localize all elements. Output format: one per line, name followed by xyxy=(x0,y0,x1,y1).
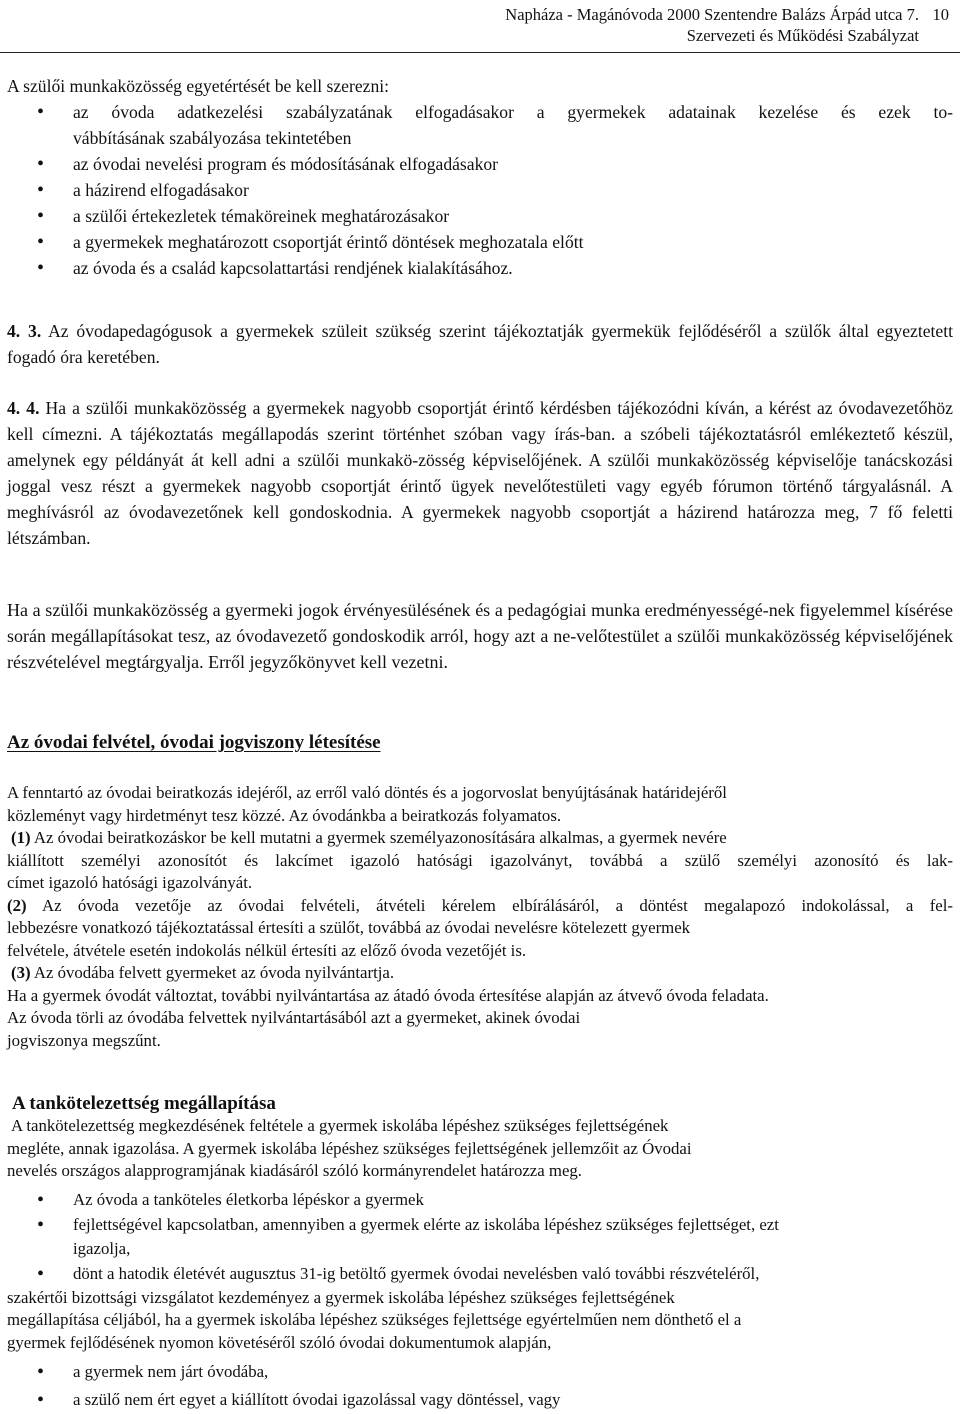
page-header xyxy=(49,4,949,46)
school-middle-line: megállapítása céljából, ha a gyermek iskolába lépéshez szükséges fejlettsége egyértelműen nem dönthető el a xyxy=(7,1310,742,1329)
list-item: • a szülő nem ért egyet a kiállított óvodai igazolással vagy döntéssel, vagy xyxy=(7,1386,953,1414)
list-item: • az óvoda és a család kapcsolattartási rendjének kialakításához. xyxy=(7,255,953,281)
list-item: • a szülői értekezletek témaköreinek meghatározásakor xyxy=(7,203,953,229)
admission-item-line: kiállított személyi azonosítót és lakcímet igazoló hatósági igazolványt, továbbá a szülő személyi azonosító és lak- xyxy=(7,850,953,870)
consent-intro: A szülői munkaközösség egyetértését be kell szerezni: xyxy=(7,76,390,96)
admission-item-line: felvétele, átvétele esetén indokolás nélkül értesíti az előző óvoda vezetőjét is. xyxy=(7,940,527,960)
admission-tail-line: jogviszonya megszűnt. xyxy=(7,1030,161,1050)
school-intro-line: megléte, annak igazolása. A gyermek iskolába lépéshez szükséges fejlettségének jellemzőit az Óvodai xyxy=(7,1138,692,1158)
admission-tail-line: Az óvoda törli az óvodába felvettek nyilvántartásából azt a gyermeket, akinek óvodai xyxy=(7,1008,581,1027)
admission-tail-line: Ha a gyermek óvodát változtat, további nyilvántartása az átadó óvoda értesítése alapján az átvevő óvoda feladata. xyxy=(7,985,769,1005)
list-item: • Az óvoda a tanköteles életkorba lépéskor a gyermek xyxy=(7,1187,953,1213)
admission-item-3: (3) Az óvodába felvett gyermeket az óvoda nyilvántartja. xyxy=(11,963,395,982)
admission-intro-line: A fenntartó az óvodai beiratkozás idejéről, az erről való döntés és a jogorvoslat benyújtásának határidejéről xyxy=(7,783,727,802)
header-divider xyxy=(0,52,960,53)
paragraph-4-3 xyxy=(7,318,953,370)
list-item: • a házirend elfogadásakor xyxy=(7,177,953,203)
admission-item-1: (1) Az óvodai beiratkozáskor be kell mutatni a gyermek személyazonosítására alkalmas, a gyermek nevére xyxy=(11,828,727,847)
paragraph-rights: Ha a szülői munkaközösség a gyermeki jogok érvényesülésének és a pedagógiai munka eredményességé-nek figyelemmel kísérése során megállapításokat tesz, az óvodavezető gondoskodik arról, hogy azt a ne-velőtestület a szülői munkaközösség képviselőjének részvételével megtárgyalja. Erről jegyzőkönyvet kell vezetni. xyxy=(7,600,953,672)
school-intro-line: A tankötelezettség megkezdésének feltétele a gyermek iskolába lépéshez szükséges fejlettségének xyxy=(11,1116,669,1135)
section-heading-school: A tankötelezettség megállapítása xyxy=(12,1093,276,1114)
list-item: • a gyermek nem járt óvodába, xyxy=(7,1358,953,1386)
consent-section xyxy=(7,73,953,281)
list-item: • az óvoda adatkezelési szabályzatának elfogadásakor a gyermekek adatainak kezelése és ezek to- vábbításának szabályozása tekintetében xyxy=(7,99,953,151)
list-item: • az óvodai nevelési program és módosításának elfogadásakor xyxy=(7,151,953,177)
paragraph-number: 4. 3. xyxy=(7,321,42,341)
admission-item-2: (2) Az óvoda vezetője az óvodai felvételi, átvételi kérelem elbírálásáról, a döntést megalapozó indokolással, a fel- xyxy=(7,895,953,915)
admission-intro-line: közleményt vagy hirdetményt tesz közzé. Az óvodánkba a beiratkozás folyamatos. xyxy=(7,805,562,825)
school-middle-line: gyermek fejlődésének nyomon követéséről szóló óvodai dokumentumok alapján, xyxy=(7,1332,552,1352)
school-list-2 xyxy=(7,1358,953,1414)
list-item: • fejlettségével kapcsolatban, amennyiben a gyermek elérte az iskolába lépéshez szükséges fejlettséget, ezt igazolja, xyxy=(7,1213,953,1261)
admission-section xyxy=(7,782,953,1052)
section-heading-admission: Az óvodai felvétel, óvodai jogviszony létesítése xyxy=(7,732,381,753)
school-middle-line: szakértői bizottsági vizsgálatot kezdeményez a gyermek iskolába lépéshez szükséges fejlettségének xyxy=(7,1287,675,1307)
admission-item-line: címet igazoló hatósági igazolványát. xyxy=(7,873,253,892)
school-readiness-section xyxy=(7,1115,953,1414)
consent-list xyxy=(7,99,953,281)
header-institution: Napháza - Magánóvoda 2000 Szentendre Balázs Árpád utca 7. xyxy=(505,5,919,24)
school-list xyxy=(7,1187,953,1287)
header-document-title: Szervezeti és Működési Szabályzat xyxy=(686,26,919,45)
list-item: • a gyermekek meghatározott csoportját érintő döntések meghozatala előtt xyxy=(7,229,953,255)
paragraph-number: 4. 4. xyxy=(7,398,40,418)
paragraph-text: Az óvodapedagógusok a gyermekek szüleit szükség szerint tájékoztatják gyermekük fejlődéséről a szülők által egyeztetett fogadó óra keretében. xyxy=(7,321,953,367)
school-intro-line: nevelés országos alapprogramjának kiadásáról szóló kormányrendelet határozza meg. xyxy=(7,1161,582,1180)
paragraph-4-4 xyxy=(7,395,953,551)
list-item: • dönt a hatodik életévét augusztus 31-ig betöltő gyermek óvodai nevelésben való további részvételéről, xyxy=(7,1261,953,1287)
page-number: 10 xyxy=(932,5,949,24)
admission-item-line: lebbezésre vonatkozó tájékoztatással értesíti a szülőt, továbbá az óvodai nevelésre kötelezett gyermek xyxy=(7,918,691,937)
paragraph-text: Ha a szülői munkaközösség a gyermekek nagyobb csoportját érintő kérdésben tájékozódni kíván, a kérést az óvodavezetőhöz kell címezni. A tájékoztatás megállapodás szerint történhet szóban vagy írás-ban. a szóbeli tájékoztatásról emlékeztető készül, amelynek egy példányát át kell adni a szülői munkakö-zösség képviselőjének. A szülői munkaközösség képviselője tanácskozási joggal vesz részt a gyermekek nagyobb csoportját érintő ügyek nevelőtestületi vagy egyéb fórumon történő tárgyalásnál. A meghívásról az óvodavezetőnek kell gondoskodnia. A gyermekek nagyobb csoportját a házirend határozza meg, 7 fő feletti létszámban. xyxy=(7,398,953,548)
